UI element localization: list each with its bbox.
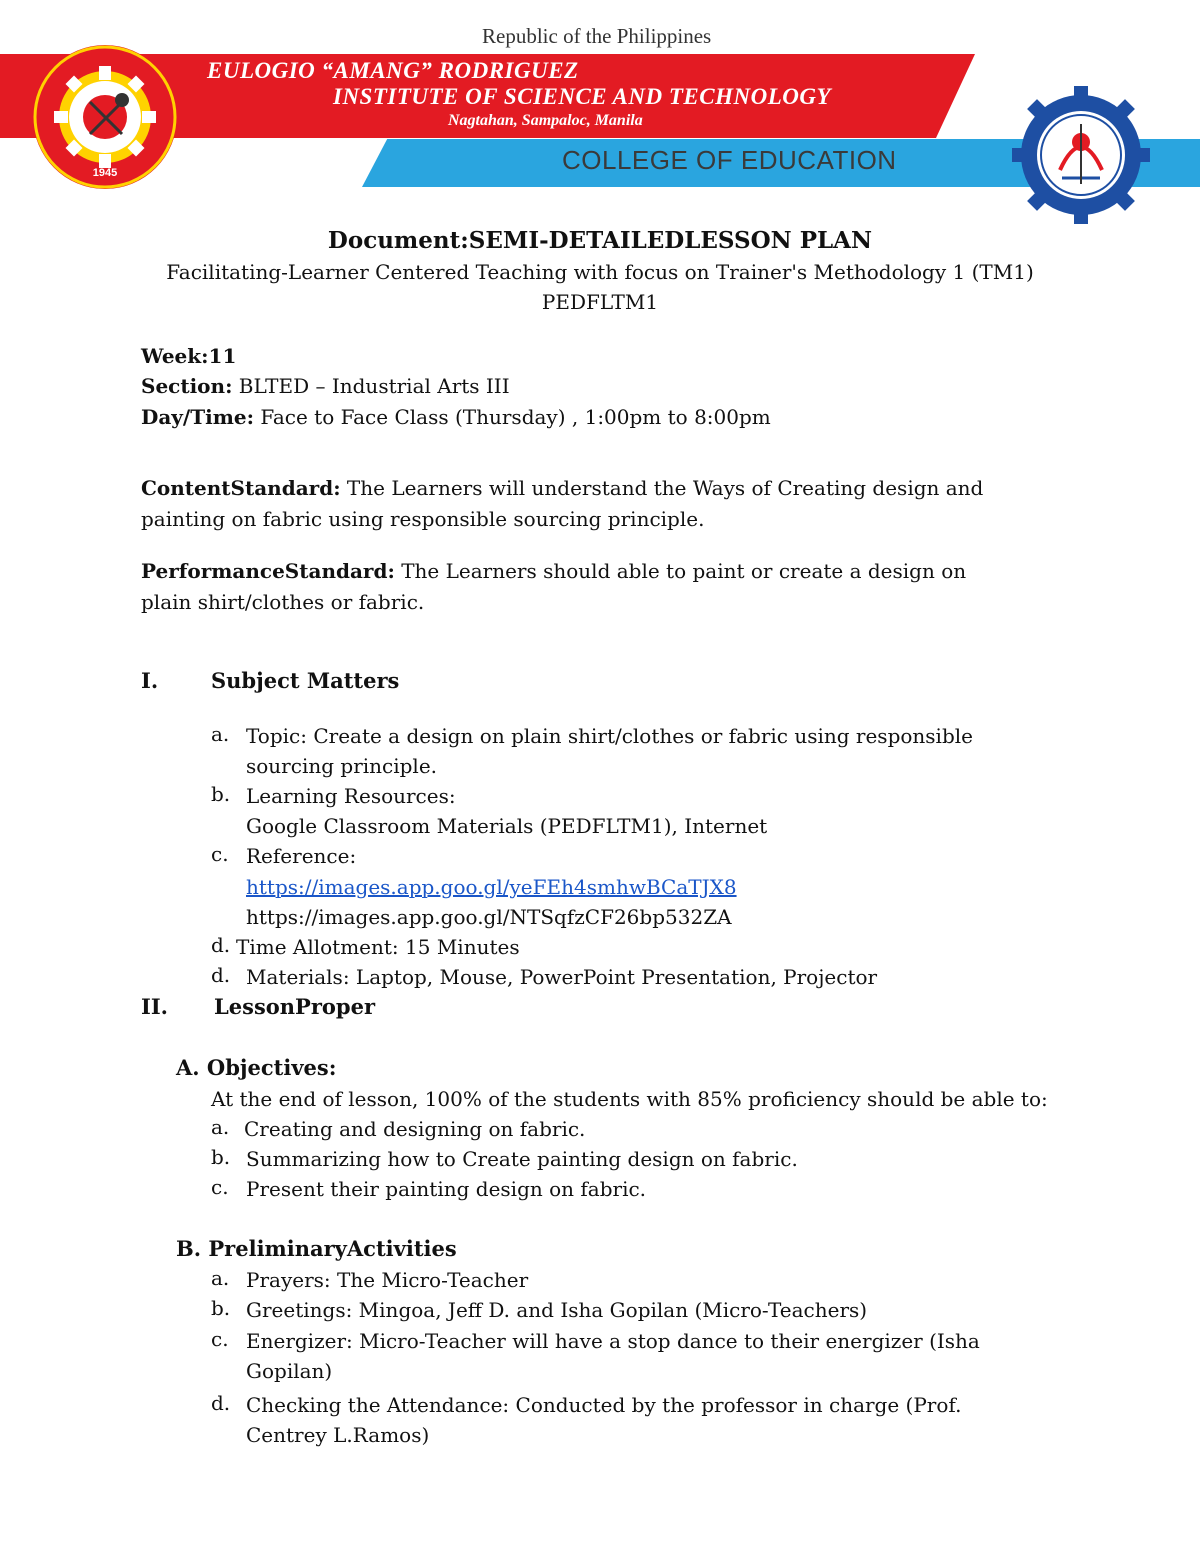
list-marker: a. [211,1115,230,1139]
document-subtitle: Facilitating-Learner Centered Teaching with focus on Trainer's Methodology 1 (TM1) [166,260,1034,284]
preliminary-item-continued: Centrey L.Ramos) [246,1423,430,1447]
list-marker: d. [211,933,231,957]
institute-name-line1: EULOGIO “AMANG” RODRIGUEZ [207,58,579,83]
day-time-line [141,402,771,432]
list-marker: c. [211,1327,229,1351]
list-marker: c. [211,1175,229,1199]
preliminary-item: Energizer: Micro-Teacher will have a stop dance to their energizer (Isha [246,1329,980,1353]
reference-link-1[interactable]: https://images.app.goo.gl/yeFEh4smhwBCaTJX8 [246,875,737,899]
materials: Materials: Laptop, Mouse, PowerPoint Presentation, Projector [246,965,878,989]
list-marker: b. [211,1296,231,1320]
objectives-intro: At the end of lesson, 100% of the students with 85% proficiency should be able to: [211,1087,1048,1111]
performance-standard-label: PerformanceStandard: [141,559,395,583]
preliminary-title: B. PreliminaryActivities [176,1236,457,1261]
learning-resources-label: Learning Resources: [246,784,456,808]
day-time-value: Face to Face Class (Thursday) , 1:00pm to 8:00pm [253,405,771,429]
preliminary-item: Prayers: The Micro-Teacher [246,1268,529,1292]
list-marker: d. [211,1391,231,1415]
institute-seal-logo [30,42,180,192]
content-standard-text: The Learners will understand the Ways of Creating design and [340,476,984,500]
day-time-label: Day/Time: [141,405,254,429]
performance-standard-text: The Learners should able to paint or create a design on [394,559,967,583]
list-marker: b. [211,1145,231,1169]
content-standard-label: ContentStandard: [141,476,341,500]
college-name: COLLEGE OF EDUCATION [562,145,897,175]
topic-line1: Topic: Create a design on plain shirt/clothes or fabric using responsible [246,724,973,748]
section-1-numeral: I. [141,668,159,693]
section-value: BLTED – Industrial Arts III [232,374,510,398]
time-allotment: Time Allotment: 15 Minutes [236,935,520,959]
week-value: 11 [208,344,237,368]
objective-item: Summarizing how to Create painting design on fabric. [246,1147,798,1171]
list-marker: b. [211,782,231,806]
college-seal-logo [1010,84,1152,226]
list-marker: a. [211,722,230,746]
document-title: Document:SEMI-DETAILEDLESSON PLAN [327,227,873,254]
institute-name-line2: INSTITUTE OF SCIENCE AND TECHNOLOGY [333,84,832,109]
list-marker: a. [211,1266,230,1290]
objectives-title: A. Objectives: [176,1055,337,1080]
objective-item: Present their painting design on fabric. [246,1177,647,1201]
list-marker: d. [211,963,231,987]
week-line [141,341,236,371]
preliminary-item: Greetings: Mingoa, Jeff D. and Isha Gopilan (Micro-Teachers) [246,1298,868,1322]
section-label: Section: [141,374,233,398]
reference-link-2: https://images.app.goo.gl/NTSqfzCF26bp532ZA [246,905,732,929]
content-standard-line1 [141,473,983,503]
section-line [141,371,510,401]
section-1-title: Subject Matters [211,668,400,693]
content-standard-line2: painting on fabric using responsible sourcing principle. [141,507,705,531]
institute-address: Nagtahan, Sampaloc, Manila [448,112,643,129]
performance-standard-line2: plain shirt/clothes or fabric. [141,590,425,614]
letterhead [0,0,1200,225]
learning-resources-value: Google Classroom Materials (PEDFLTM1), Internet [246,814,768,838]
section-2-numeral: II. [141,994,168,1019]
performance-standard-line1 [141,556,966,586]
reference-label: Reference: [246,844,357,868]
section-2-title: LessonProper [214,994,376,1019]
logo-year: 1945 [92,167,118,179]
list-marker: c. [211,842,229,866]
week-label: Week: [141,344,209,368]
course-code: PEDFLTM1 [541,290,659,314]
preliminary-item-continued: Gopilan) [246,1359,333,1383]
topic-line2: sourcing principle. [246,754,438,778]
republic-text: Republic of the Philippines [482,24,712,48]
preliminary-item: Checking the Attendance: Conducted by the professor in charge (Prof. [246,1393,962,1417]
objective-item: Creating and designing on fabric. [244,1117,586,1141]
